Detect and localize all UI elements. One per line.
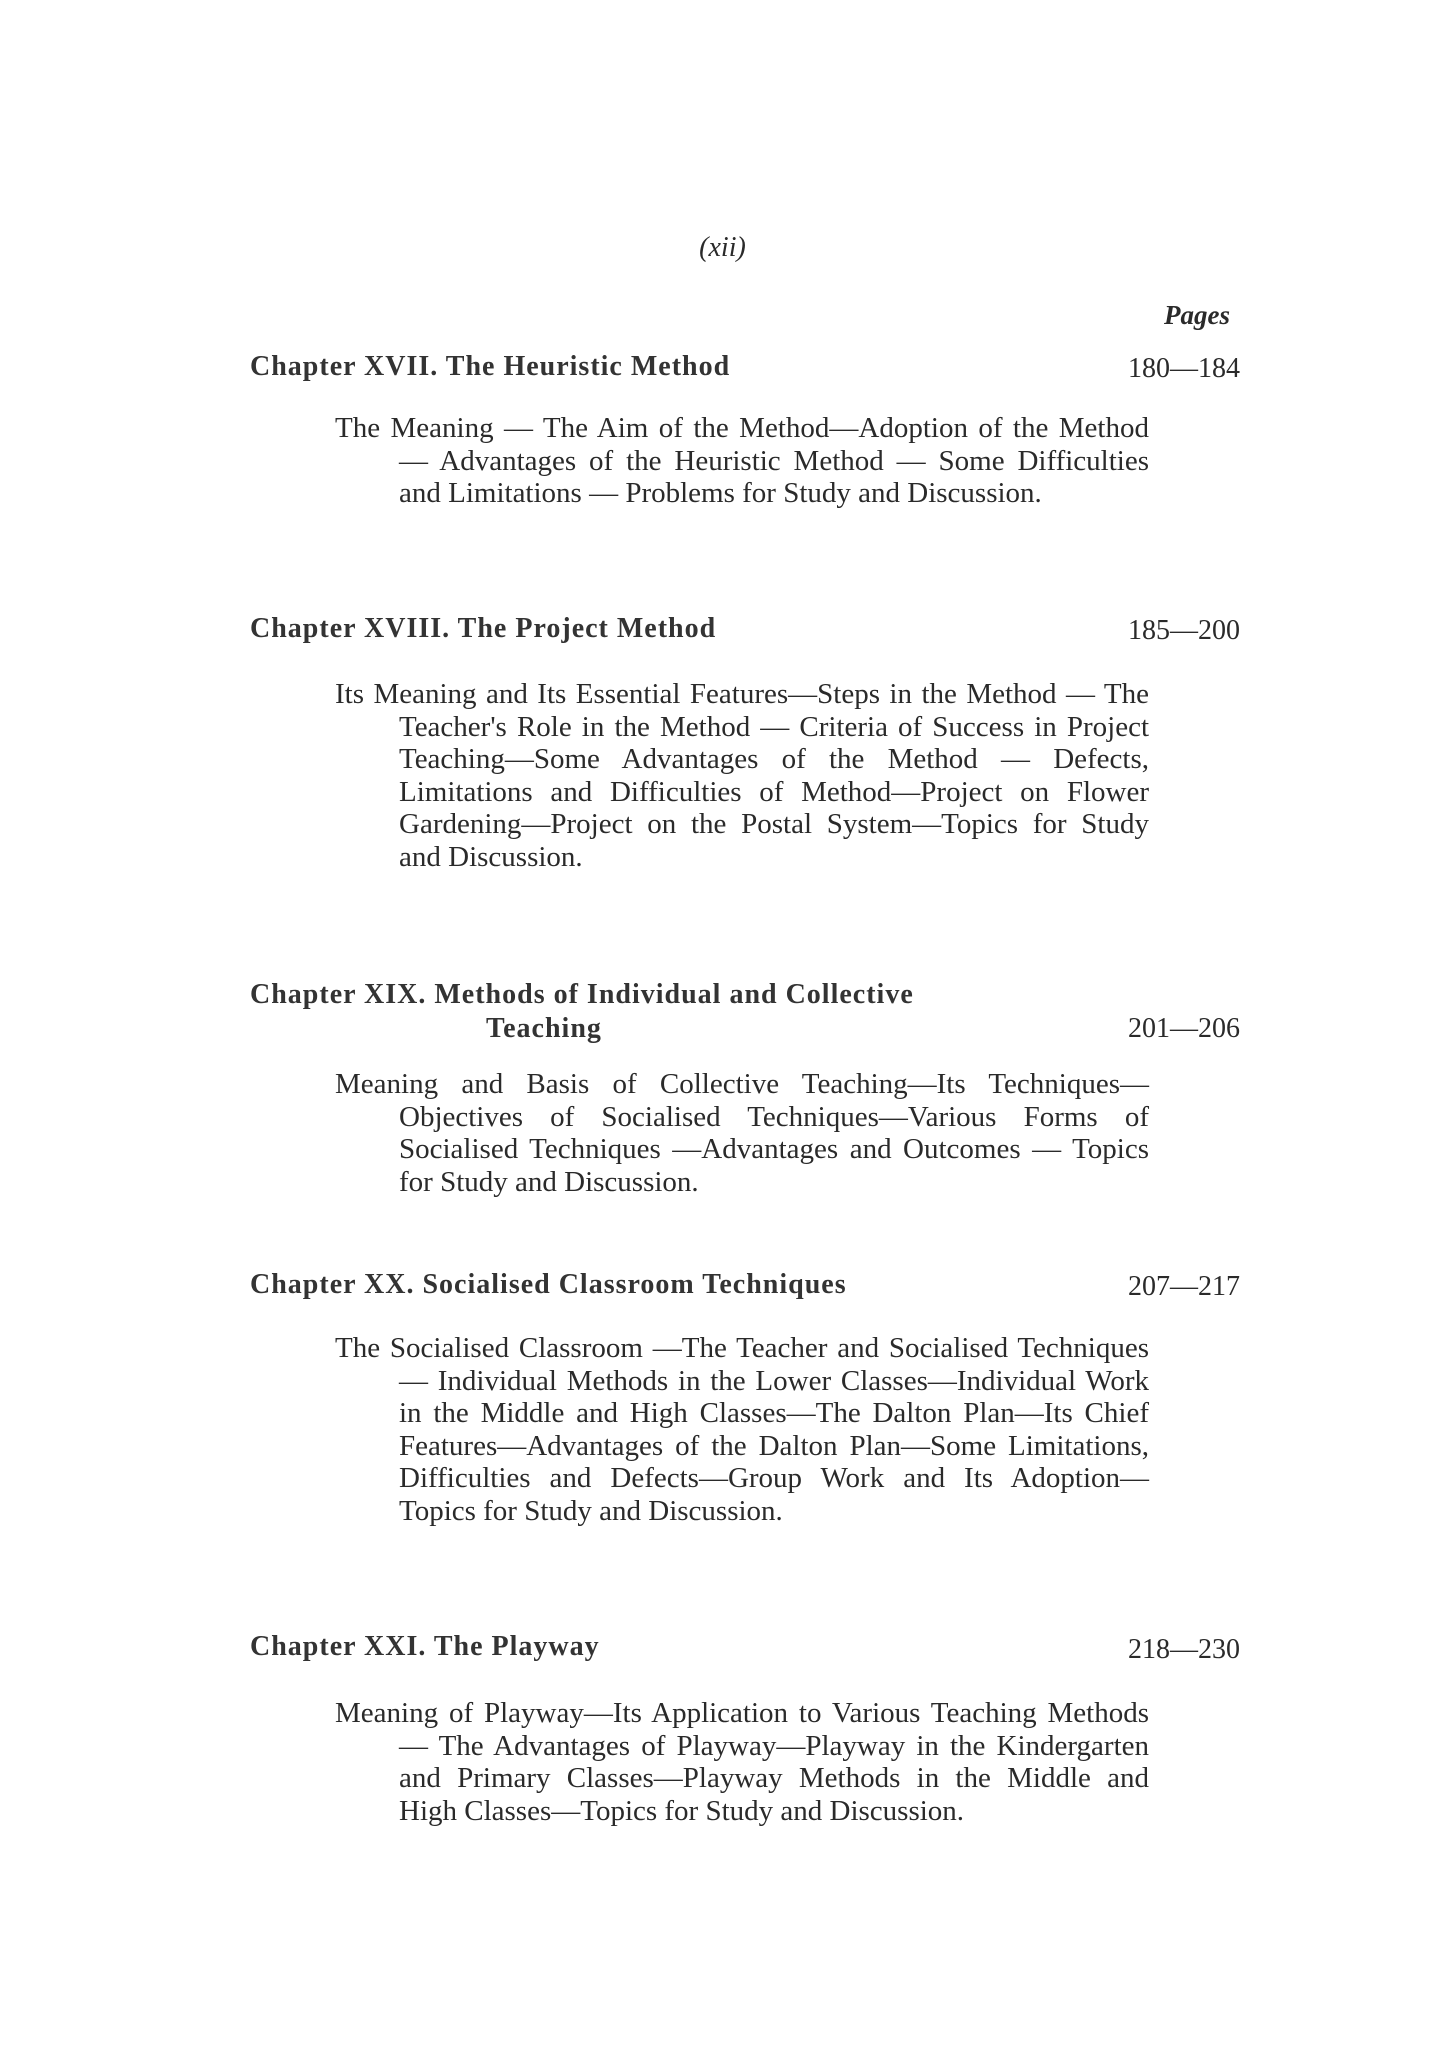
pages-column-header: Pages <box>1164 300 1230 330</box>
chapter-title-continuation: Teaching <box>486 1013 602 1044</box>
chapter-title <box>250 978 1080 1046</box>
chapter-pages: 207—217 <box>1128 1271 1240 1302</box>
chapter-description: Meaning of Playway—Its Application to Various Teaching Methods — The Advantages of Playway—Playway in the Kindergarten and Primary Classes—Playway Methods in the Middle and High Classes—Topics for Study and Discussion. <box>335 1697 1149 1827</box>
chapter-description: The Socialised Classroom —The Teacher and Socialised Techniques — Individual Methods in the Lower Classes—Individual Work in the Middle and High Classes—The Dalton Plan—Its Chief Features—Advantages of the Dalton Plan—Some Limitations, Difficulties and Defects—Group Work and Its Adoption—Topics for Study and Discussion. <box>335 1332 1149 1527</box>
chapter-pages: 180—184 <box>1128 353 1240 384</box>
chapter-title: Chapter XVII. The Heuristic Method <box>250 351 731 382</box>
chapter-title: Chapter XX. Socialised Classroom Techniques <box>250 1269 847 1300</box>
chapter-pages: 185—200 <box>1128 615 1240 646</box>
chapter-pages: 218—230 <box>1128 1634 1240 1665</box>
chapter-pages: 201—206 <box>1128 1013 1240 1044</box>
chapter-title: Chapter XVIII. The Project Method <box>250 613 717 644</box>
chapter-title-line: Chapter XIX. Methods of Individual and Collective <box>250 979 914 1010</box>
page-number: (xii) <box>699 232 746 263</box>
chapter-title: Chapter XXI. The Playway <box>250 1631 600 1662</box>
chapter-description: The Meaning — The Aim of the Method—Adoption of the Method — Advantages of the Heuristic Method — Some Difficulties and Limitations — Problems for Study and Discussion. <box>335 412 1149 509</box>
chapter-description: Its Meaning and Its Essential Features—Steps in the Method — The Teacher's Role in the Method — Criteria of Success in Project Teaching—Some Advantages of the Method — Defects, Limitations and Difficulties of Method—Project on Flower Gardening—Project on the Postal System—Topics for Study and Discussion. <box>335 678 1149 873</box>
chapter-description: Meaning and Basis of Collective Teaching—Its Techniques— Objectives of Socialised Techniques—Various Forms of Socialised Techniques —Advantages and Outcomes — Topics for Study and Discussion. <box>335 1068 1149 1198</box>
